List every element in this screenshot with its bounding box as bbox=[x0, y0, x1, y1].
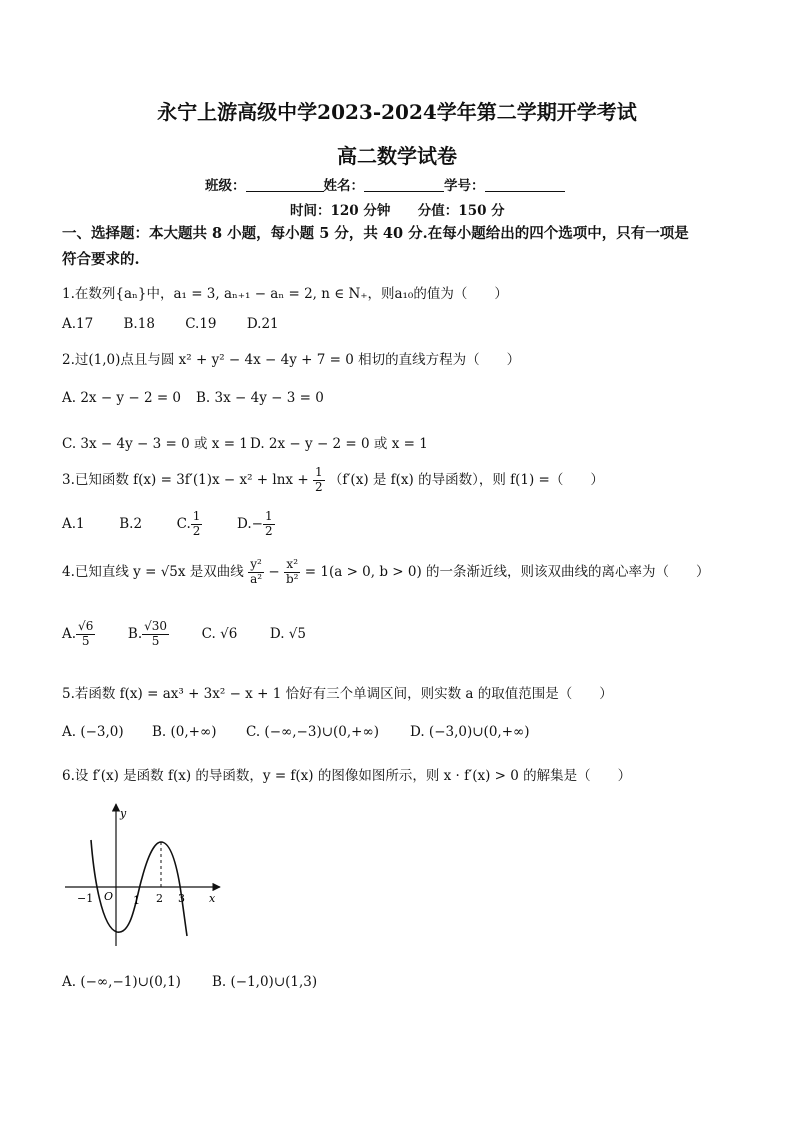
q4-option-c[interactable]: C. √6 bbox=[201, 625, 238, 642]
question-4-options bbox=[62, 620, 306, 649]
name-blank[interactable] bbox=[364, 177, 444, 192]
q4-fraction-x2b2: $\frac{\text{x²}}{\text{b²}}$ bbox=[285, 557, 299, 586]
q4-stem-pre: 4.已知直线 y = √5x 是双曲线 bbox=[62, 563, 244, 580]
q3-option-b[interactable]: B.2 bbox=[119, 515, 143, 532]
q3-option-d[interactable]: D.− $\frac{1}{2}$ bbox=[237, 509, 273, 538]
q4-option-b[interactable]: B. $\frac{√30}{5}$ bbox=[127, 619, 168, 648]
question-3-stem bbox=[62, 466, 604, 495]
exam-title: 永宁上游高级中学2023-2024学年第二学期开学考试 bbox=[157, 100, 637, 124]
tick-label-neg1: −1 bbox=[77, 892, 94, 905]
score-info: 分值：150 分 bbox=[417, 203, 505, 219]
q4-option-a[interactable]: A. $\frac{√6}{5}$ bbox=[62, 619, 94, 648]
question-3-options bbox=[62, 510, 275, 539]
section-heading-line2: 符合要求的. bbox=[62, 251, 140, 268]
question-4-stem bbox=[62, 558, 710, 587]
question-1-options bbox=[62, 316, 305, 332]
name-label: 姓名： bbox=[323, 178, 364, 194]
q3-stem-post: （f′(x) 是 f(x) 的导函数），则 f(1) =（ ） bbox=[328, 471, 604, 488]
q6-function-graph bbox=[60, 798, 230, 948]
q2-option-d[interactable]: D. 2x − y − 2 = 0 或 x = 1 bbox=[250, 436, 428, 452]
exam-subtitle: 高二数学试卷 bbox=[337, 144, 457, 168]
q5-option-a[interactable]: A. (−3,0) bbox=[62, 724, 124, 740]
question-2-stem: 2.过(1,0)点且与圆 x² + y² − 4x − 4y + 7 = 0 相切的直线方程为（ ） bbox=[62, 352, 521, 368]
q4-minus: − bbox=[268, 563, 280, 580]
q4-fraction-y2a2: $\frac{\text{y²}}{\text{a²}}$ bbox=[250, 557, 263, 586]
q6-option-b[interactable]: B. (−1,0)∪(1,3) bbox=[212, 974, 318, 990]
question-6-stem: 6.设 f′(x) 是函数 f(x) 的导函数，y = f(x) 的图像如图所示，则 x · f′(x) > 0 的解集是（ ） bbox=[62, 768, 632, 784]
q2-option-a[interactable]: A. 2x − y − 2 = 0 bbox=[62, 390, 182, 406]
question-5-stem: 5.若函数 f(x) = ax³ + 3x² − x + 1 恰好有三个单调区间，则实数 a 的取值范围是（ ） bbox=[62, 686, 613, 702]
function-curve bbox=[91, 840, 187, 936]
id-blank[interactable] bbox=[485, 177, 565, 192]
q6-option-a[interactable]: A. (−∞,−1)∪(0,1) bbox=[62, 974, 181, 990]
q4-stem-post: = 1(a > 0, b > 0) 的一条渐近线，则该双曲线的离心率为（ ） bbox=[304, 563, 710, 580]
class-blank[interactable] bbox=[246, 177, 324, 192]
class-label: 班级： bbox=[205, 178, 246, 194]
section-heading-line1: 一、选择题：本大题共 8 小题，每小题 5 分，共 40 分.在每小题给出的四个选项中，只有一项是 bbox=[62, 225, 689, 242]
question-1-stem: 1.在数列{aₙ}中，a₁ = 3, aₙ₊₁ − aₙ = 2, n ∈ N₊，则a₁₀的值为（ ） bbox=[62, 286, 508, 302]
y-axis-label: y bbox=[120, 807, 127, 820]
tick-label-3: 3 bbox=[178, 892, 185, 905]
x-axis-label: x bbox=[209, 892, 216, 905]
tick-label-1: 1 bbox=[133, 894, 140, 907]
q1-option-a[interactable]: A.17 bbox=[62, 316, 94, 332]
exam-meta-row bbox=[290, 199, 505, 219]
origin-label: O bbox=[104, 890, 114, 903]
q2-option-c[interactable]: C. 3x − 4y − 3 = 0 或 x = 1 bbox=[62, 436, 248, 452]
q1-option-b[interactable]: B.18 bbox=[123, 316, 155, 332]
q3-option-c[interactable]: C. $\frac{1}{2}$ bbox=[176, 509, 201, 538]
student-info-row bbox=[205, 174, 565, 194]
q5-option-b[interactable]: B. (0,+∞) bbox=[152, 724, 217, 740]
q5-option-d[interactable]: D. (−3,0)∪(0,+∞) bbox=[410, 724, 530, 740]
q4-option-d[interactable]: D. √5 bbox=[269, 625, 306, 642]
id-label: 学号： bbox=[444, 178, 485, 194]
time-info: 时间：120 分钟 bbox=[290, 203, 391, 219]
q1-option-d[interactable]: D.21 bbox=[246, 316, 279, 332]
q2-option-b[interactable]: B. 3x − 4y − 3 = 0 bbox=[196, 390, 324, 406]
q1-option-c[interactable]: C.19 bbox=[185, 316, 217, 332]
q3-stem-pre: 3.已知函数 f(x) = 3f′(1)x − x² + lnx + bbox=[62, 471, 309, 488]
q5-option-c[interactable]: C. (−∞,−3)∪(0,+∞) bbox=[246, 724, 379, 740]
q3-fraction-half: $\frac{1}{2}$ bbox=[314, 465, 323, 494]
tick-label-2: 2 bbox=[156, 892, 163, 905]
q3-option-a[interactable]: A.1 bbox=[62, 515, 85, 532]
